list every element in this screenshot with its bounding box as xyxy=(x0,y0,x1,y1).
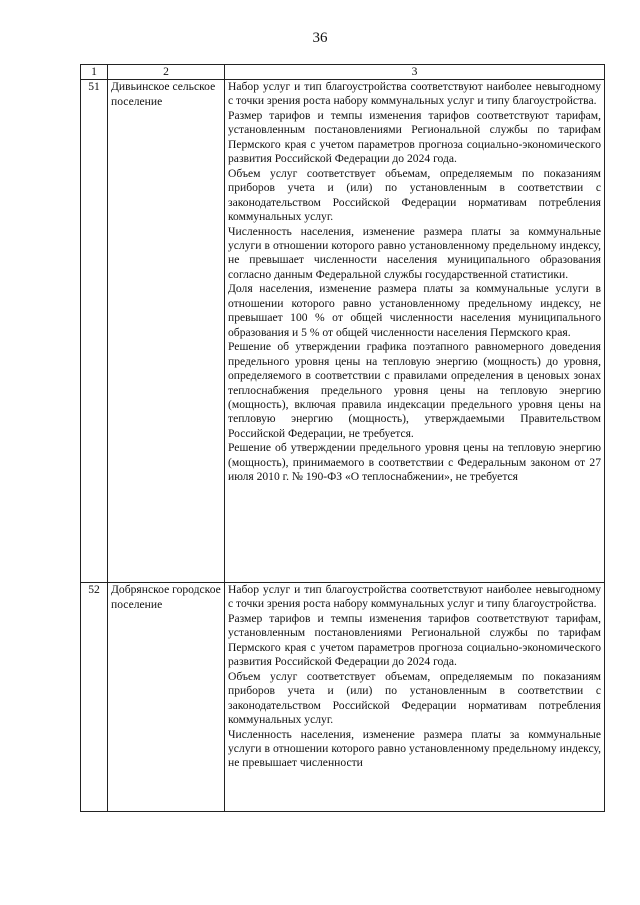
row-number: 52 xyxy=(81,583,108,812)
paragraph: Доля населения, изменение размера платы за коммунальные услуги в отношении которого равно установленному предельному индексу, не превышает 100 % от общей численности населения муниципального образования и 5 % от общей численности населения Пермского края. xyxy=(228,282,601,339)
municipality-name: Добрянское городское поселение xyxy=(108,583,225,812)
paragraph: Численность населения, изменение размера платы за коммунальные услуги в отношении которого равно установленному предельному индексу, не превышает численности населения муниципального образования согласно данным Федеральной службы государственной статистики. xyxy=(228,224,601,281)
row-number: 51 xyxy=(81,80,108,583)
paragraph: Объем услуг соответствует объемам, определяемым по показаниям приборов учета и (или) по установленным в соответствии с законодательством Российской Федерации нормативам потребления коммунальных услуг. xyxy=(228,166,601,224)
paragraph: Размер тарифов и темпы изменения тарифов соответствуют тарифам, установленным постановлениями Региональной службы по тарифам Пермского края с учетом параметров прогноза социально-экономического развития Российской Федерации до 2024 года. xyxy=(228,108,601,166)
table-row xyxy=(81,80,605,583)
paragraph: Набор услуг и тип благоустройства соответствуют наиболее невыгодному с точки зрения роста набору коммунальных услуг и типу благоустройства. xyxy=(228,583,601,611)
paragraph: Размер тарифов и темпы изменения тарифов соответствуют тарифам, установленным постановлениями Региональной службы по тарифам Пермского края с учетом параметров прогноза социально-экономического развития Российской Федерации до 2024 года. xyxy=(228,611,601,669)
paragraph: Объем услуг соответствует объемам, определяемым по показаниям приборов учета и (или) по установленным в соответствии с законодательством Российской Федерации нормативам потребления коммунальных услуг. xyxy=(228,669,601,727)
table-row xyxy=(81,583,605,812)
page-number: 36 xyxy=(312,30,328,46)
column-header-1: 1 xyxy=(81,65,108,80)
conditions-cell xyxy=(225,80,605,583)
table-header-row xyxy=(81,65,605,80)
paragraph: Решение об утверждении предельного уровня цены на тепловую энергию (мощность), принимаемого в соответствии с Федеральным законом от 27 июля 2010 г. № 190-ФЗ «О теплоснабжении», не требуется xyxy=(228,441,601,484)
municipality-name: Дивьинское сельское поселение xyxy=(108,80,225,583)
paragraph: Набор услуг и тип благоустройства соответствуют наиболее невыгодному с точки зрения роста набору коммунальных услуг и типу благоустройства. xyxy=(228,80,601,108)
paragraph: Численность населения, изменение размера платы за коммунальные услуги в отношении которого равно установленному предельному индексу, не превышает численности xyxy=(228,727,601,770)
column-header-2: 2 xyxy=(108,65,225,80)
column-header-3: 3 xyxy=(225,65,605,80)
data-table xyxy=(80,64,605,812)
conditions-cell xyxy=(225,583,605,812)
paragraph: Решение об утверждении графика поэтапного равномерного доведения предельного уровня цены на тепловую энергию (мощность) до уровня, определяемого в соответствии с правилами определения в ценовых зонах теплоснабжения предельного уровня цены на тепловую энергию (мощность), включая правила индексации предельного уровня цены на тепловую энергию (мощность), утверждаемыми Правительством Российской Федерации, не требуется. xyxy=(228,340,601,440)
